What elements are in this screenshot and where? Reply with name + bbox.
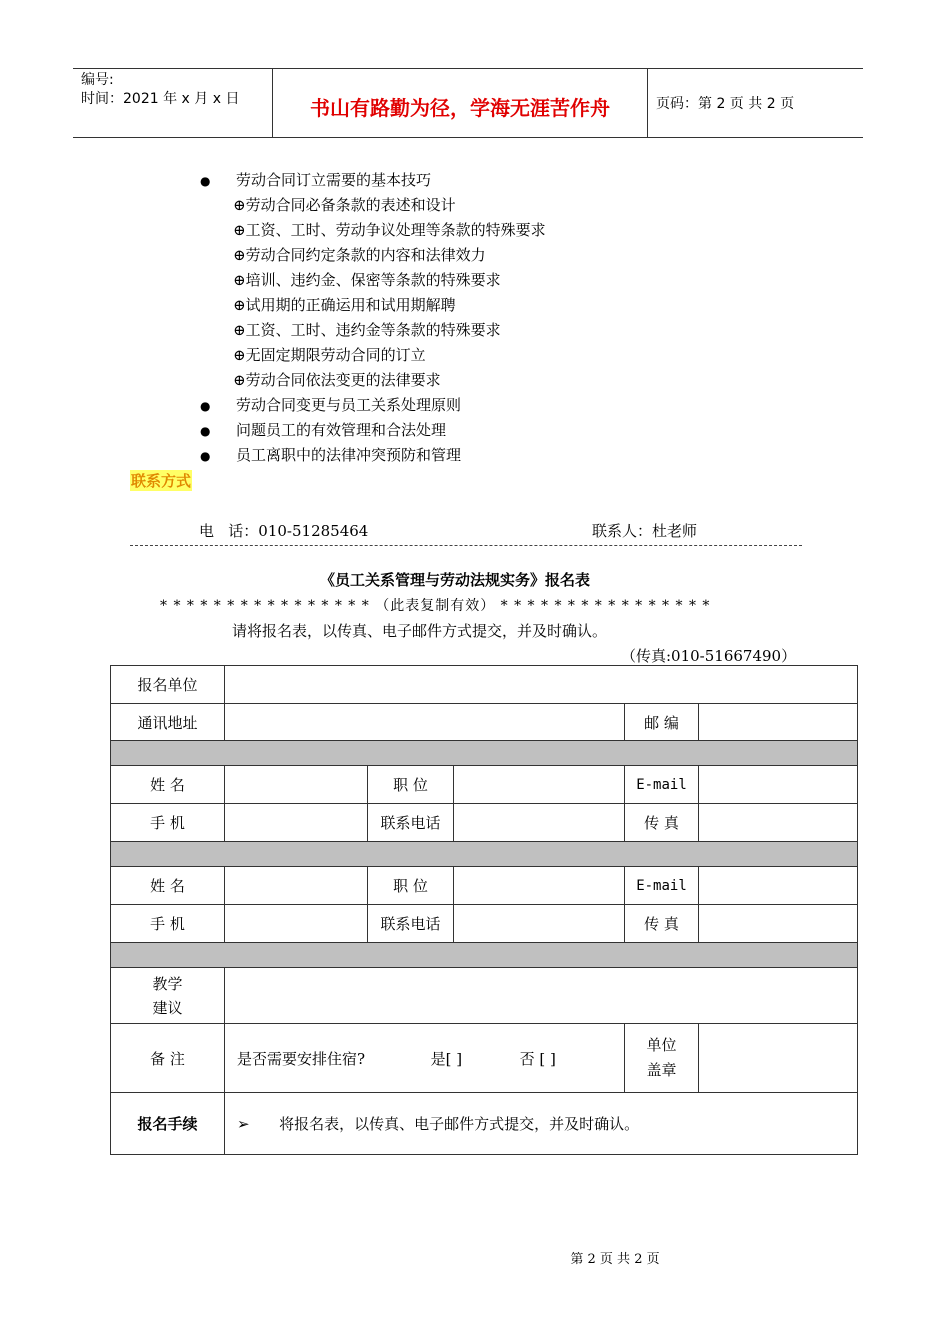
advice-label-line: 建议 <box>152 998 183 1017</box>
fax-field[interactable] <box>699 905 858 943</box>
seal-field[interactable] <box>699 1024 858 1093</box>
time-label: 时间：2021 年 x 月 x 日 <box>81 91 240 107</box>
address-label: 通讯地址 <box>111 704 225 741</box>
position-label: 职 位 <box>368 867 454 905</box>
sub-item: ⊕劳动合同必备条款的表述和设计 <box>233 196 456 214</box>
form-instruction: 请将报名表，以传真、电子邮件方式提交，并及时确认。 <box>232 622 608 640</box>
name-label: 姓 名 <box>111 766 225 804</box>
registration-table <box>110 665 858 1155</box>
procedure-text: 将报名表，以传真、电子邮件方式提交，并及时确认。 <box>279 1115 640 1133</box>
arrow-icon: ➢ <box>237 1115 250 1133</box>
list-item <box>200 418 760 443</box>
name-field[interactable] <box>225 766 368 804</box>
zip-field[interactable] <box>699 704 858 741</box>
mobile-label: 手 机 <box>111 905 225 943</box>
page-header <box>73 68 863 138</box>
fax-number: （传真:010-51667490） <box>621 647 797 665</box>
unit-field[interactable] <box>225 666 858 704</box>
sub-item: ⊕工资、工时、违约金等条款的特殊要求 <box>233 321 501 339</box>
procedure-label: 报名手续 <box>111 1093 225 1155</box>
form-title <box>0 569 950 590</box>
email-field[interactable] <box>699 867 858 905</box>
dashed-divider <box>130 545 802 546</box>
separator-row <box>111 943 858 968</box>
bullet-icon: ● <box>200 449 211 463</box>
copy-valid-note: * * * * * * * * * * * * * * * * （此表复制有效） * * * * * * * * * * * * * * * * <box>160 598 711 614</box>
seal-label-line: 单位 <box>646 1036 677 1054</box>
tel-field[interactable] <box>454 905 625 943</box>
number-label: 编号: <box>81 72 114 88</box>
sub-item: ⊕工资、工时、劳动争议处理等条款的特殊要求 <box>233 221 546 239</box>
list-item <box>200 393 760 418</box>
sub-item: ⊕劳动合同依法变更的法律要求 <box>233 371 441 389</box>
page-footer <box>0 1248 950 1267</box>
seal-label <box>625 1024 699 1093</box>
tel-label: 联系电话 <box>368 804 454 842</box>
footer-page-number: 第 2 页 共 2 页 <box>570 1252 660 1267</box>
email-label: E-mail <box>625 766 699 804</box>
form-title-text: 《员工关系管理与劳动法规实务》报名表 <box>319 571 590 589</box>
advice-field[interactable] <box>225 968 858 1024</box>
lodging-question: 是否需要安排住宿? <box>237 1049 366 1068</box>
contact-heading: 联系方式 <box>131 472 192 490</box>
bullet-icon: ● <box>200 424 211 438</box>
list-item-text: 劳动合同变更与员工关系处理原则 <box>236 396 462 414</box>
contact-person: 联系人：杜老师 <box>592 522 698 540</box>
bullet-icon: ● <box>200 399 211 413</box>
lodging-no-checkbox[interactable]: 否 [ ] <box>519 1049 556 1068</box>
advice-label-line: 教学 <box>152 974 183 993</box>
lodging-cell <box>225 1024 625 1093</box>
slogan: 书山有路勤为径，学海无涯苦作舟 <box>273 69 648 137</box>
name-field[interactable] <box>225 867 368 905</box>
list-item <box>200 443 760 468</box>
sub-item: ⊕培训、违约金、保密等条款的特殊要求 <box>233 271 501 289</box>
list-item-text: 劳动合同订立需要的基本技巧 <box>236 171 432 189</box>
position-field[interactable] <box>454 766 625 804</box>
contact-phone: 电 话：010-51285464 <box>199 522 369 540</box>
fax-label: 传 真 <box>625 804 699 842</box>
email-label: E-mail <box>625 867 699 905</box>
name-label: 姓 名 <box>111 867 225 905</box>
separator-row <box>111 741 858 766</box>
mobile-field[interactable] <box>225 905 368 943</box>
separator-row <box>111 842 858 867</box>
position-label: 职 位 <box>368 766 454 804</box>
lodging-yes-checkbox[interactable]: 是[ ] <box>430 1049 463 1068</box>
bullet-icon: ● <box>200 174 211 188</box>
email-field[interactable] <box>699 766 858 804</box>
list-item-text: 员工离职中的法律冲突预防和管理 <box>236 446 462 464</box>
sub-item: ⊕劳动合同约定条款的内容和法律效力 <box>233 246 486 264</box>
sub-item: ⊕试用期的正确运用和试用期解聘 <box>233 296 456 314</box>
position-field[interactable] <box>454 867 625 905</box>
tel-label: 联系电话 <box>368 905 454 943</box>
address-field[interactable] <box>225 704 625 741</box>
list-item-text: 问题员工的有效管理和合法处理 <box>236 421 447 439</box>
advice-label <box>111 968 225 1024</box>
mobile-field[interactable] <box>225 804 368 842</box>
header-meta <box>73 69 273 137</box>
remark-label: 备 注 <box>111 1024 225 1093</box>
sub-item: ⊕无固定期限劳动合同的订立 <box>233 346 426 364</box>
unit-label: 报名单位 <box>111 666 225 704</box>
fax-label: 传 真 <box>625 905 699 943</box>
mobile-label: 手 机 <box>111 804 225 842</box>
tel-field[interactable] <box>454 804 625 842</box>
seal-label-line: 盖章 <box>646 1061 677 1079</box>
list-item <box>200 168 760 193</box>
fax-field[interactable] <box>699 804 858 842</box>
page-indicator: 页码：第 2 页 共 2 页 <box>656 96 795 112</box>
procedure-cell <box>225 1093 858 1155</box>
zip-label: 邮 编 <box>625 704 699 741</box>
course-outline <box>200 168 760 468</box>
